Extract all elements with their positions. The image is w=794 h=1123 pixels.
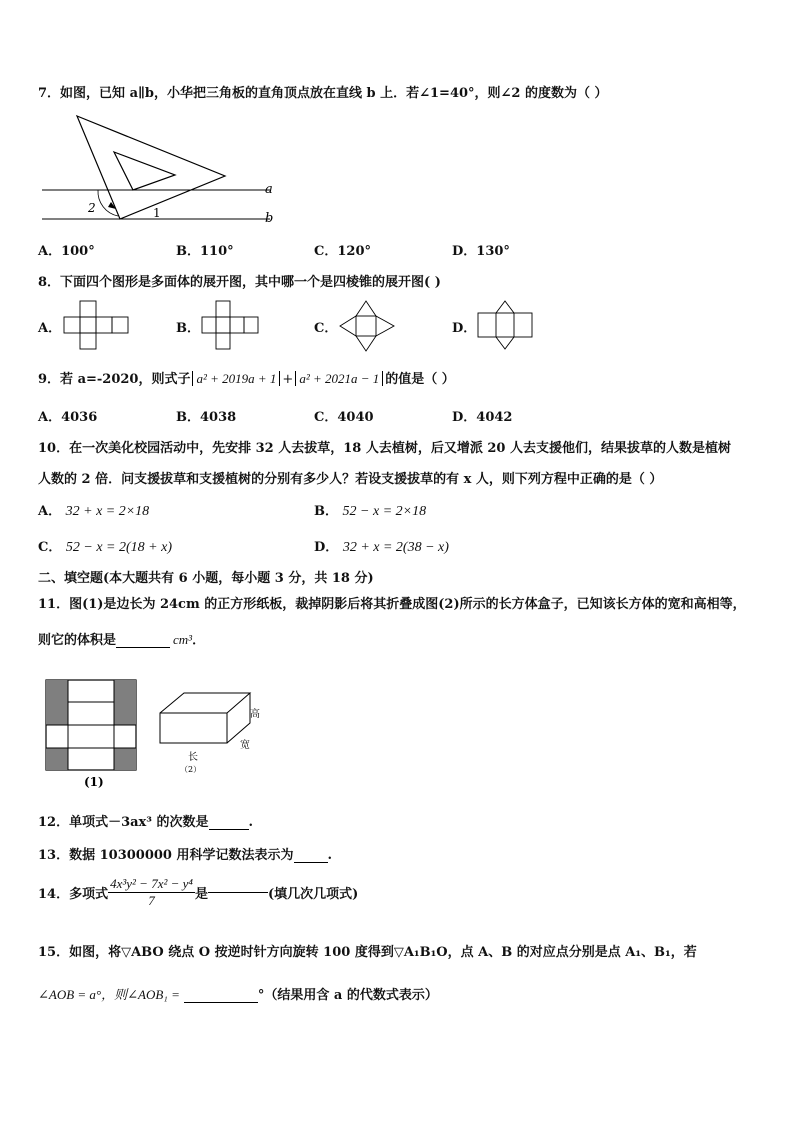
q9-abs-expr1: a² + 2019a + 1 <box>192 371 280 386</box>
q15-line2-suffix: °（结果用含 a 的代数式表示） <box>257 988 438 1003</box>
q10-option-a-expr: 32 + x = 2×18 <box>65 504 150 519</box>
q11-figure-2-length-label: 长 <box>188 752 198 763</box>
q13-text: 13．数据 10300000 用科学记数法表示为 <box>38 848 294 863</box>
q7-angle2-label: 2 <box>88 201 96 215</box>
q10-option-b[interactable] <box>314 500 426 520</box>
q12-text: 12．单项式－3ax³ 的次数是 <box>38 815 209 830</box>
q8-option-a[interactable]: A． <box>38 321 62 336</box>
q12-stem <box>38 811 253 830</box>
q10-option-c[interactable] <box>38 536 172 556</box>
q15-line1: 15．如图，将▽ABO 绕点 O 按逆时针方向旋转 100 度得到▽A₁B₁O，点 A、B 的对应点分别是点 A₁、B₁，若 <box>38 945 697 960</box>
q12-answer-blank[interactable] <box>209 829 249 830</box>
q9-stem-prefix: 9．若 a=-2020，则式子 <box>38 372 191 387</box>
q9-stem <box>38 368 455 387</box>
q10-option-d[interactable] <box>314 536 449 556</box>
q10-option-c-expr: 52 − x = 2(18 + x) <box>65 540 172 555</box>
q11-figure-1 <box>46 678 138 790</box>
q14-hint: (填几次几项式) <box>267 887 359 902</box>
q13-stem <box>38 844 332 863</box>
q11-figure-2-width-label: 宽 <box>240 740 250 751</box>
q14-stem <box>38 876 358 909</box>
q9-abs-expr2: a² + 2021a − 1 <box>295 371 383 386</box>
q9-stem-suffix: 的值是（ ） <box>385 372 455 387</box>
section-2-heading: 二、填空题(本大题共有 6 小题，每小题 3 分，共 18 分) <box>38 571 374 586</box>
q11-line2 <box>38 629 205 648</box>
q14-text: 14．多项式 <box>38 887 109 902</box>
q14-is: 是 <box>194 887 208 902</box>
q10-line2: 人数的 2 倍．问支援拔草和支援植树的分别有多少人？若设支援拔草的有 x 人，则下列方程中正确的是（ ） <box>38 472 663 487</box>
q14-denominator: 7 <box>148 893 155 908</box>
q7-stem: 7．如图，已知 a∥b，小华把三角板的直角顶点放在直线 b 上．若∠1=40°，则∠2 的度数为（ ） <box>38 86 608 101</box>
q9-option-a[interactable]: A．4036 <box>38 410 98 425</box>
q10-option-d-letter: D． <box>314 540 339 555</box>
q8-option-d[interactable]: D． <box>452 321 477 336</box>
q7-line-a-label: a <box>265 182 273 197</box>
q11-unit: cm³ <box>173 632 193 647</box>
q11-line1: 11．图(1)是边长为 24cm 的正方形纸板，裁掉阴影后将其折叠成图(2)所示的长方体盒子，已知该长方体的宽和高相等， <box>38 597 746 612</box>
q14-numerator: 4x³y² − 7x² − y⁴ <box>110 876 193 891</box>
q10-line1: 10．在一次美化校园活动中，先安排 32 人去拔草，18 人去植树，后又增派 20 人去支援他们，结果拔草的人数是植树 <box>38 441 731 456</box>
q13-answer-blank[interactable] <box>294 862 328 863</box>
q8-net-b <box>200 301 260 351</box>
q10-option-d-expr: 32 + x = 2(38 − x) <box>342 540 449 555</box>
q15-answer-blank[interactable] <box>184 1002 258 1003</box>
q9-option-b[interactable]: B．4038 <box>176 410 237 425</box>
q7-angle1-label: 1 <box>153 206 161 220</box>
q8-stem: 8．下面四个图形是多面体的展开图，其中哪一个是四棱锥的展开图( ) <box>38 275 441 290</box>
q12-end: . <box>248 815 254 830</box>
q11-line2-prefix: 则它的体积是 <box>38 633 117 648</box>
q8-option-c[interactable]: C． <box>314 321 338 336</box>
q8-net-a <box>62 301 132 351</box>
q7-line-b-label: b <box>265 211 274 226</box>
q10-option-a-letter: A． <box>38 504 62 519</box>
q7-option-c[interactable]: C．120° <box>314 244 371 259</box>
q15-line2 <box>38 984 438 1003</box>
q7-option-d[interactable]: D．130° <box>452 244 510 259</box>
q11-figure-2 <box>158 690 268 780</box>
q9-plus: + <box>282 372 294 387</box>
q11-answer-blank[interactable] <box>116 647 170 648</box>
q8-option-b[interactable]: B． <box>176 321 200 336</box>
q14-answer-blank[interactable] <box>208 892 268 893</box>
q7-figure <box>38 112 288 227</box>
q11-line2-suffix: ． <box>192 633 206 648</box>
q14-fraction <box>108 876 195 909</box>
q10-option-a[interactable] <box>38 500 149 520</box>
q9-option-d[interactable]: D．4042 <box>452 410 513 425</box>
q11-figure-1-label: (1) <box>84 775 104 789</box>
q11-figure-2-label: （2） <box>180 765 202 774</box>
q8-net-d <box>476 299 536 353</box>
q15-line2-prefix: ∠AOB = a°，则∠AOB₁ = <box>38 987 180 1002</box>
q13-end: . <box>327 848 333 863</box>
q10-option-c-letter: C． <box>38 540 62 555</box>
q7-option-b[interactable]: B．110° <box>176 244 234 259</box>
q10-option-b-letter: B． <box>314 504 338 519</box>
q9-option-c[interactable]: C．4040 <box>314 410 374 425</box>
q11-figure-2-height-label: 高 <box>250 709 260 720</box>
q8-net-c <box>338 299 398 353</box>
q10-option-b-expr: 52 − x = 2×18 <box>342 504 427 519</box>
q7-option-a[interactable]: A．100° <box>38 244 95 259</box>
